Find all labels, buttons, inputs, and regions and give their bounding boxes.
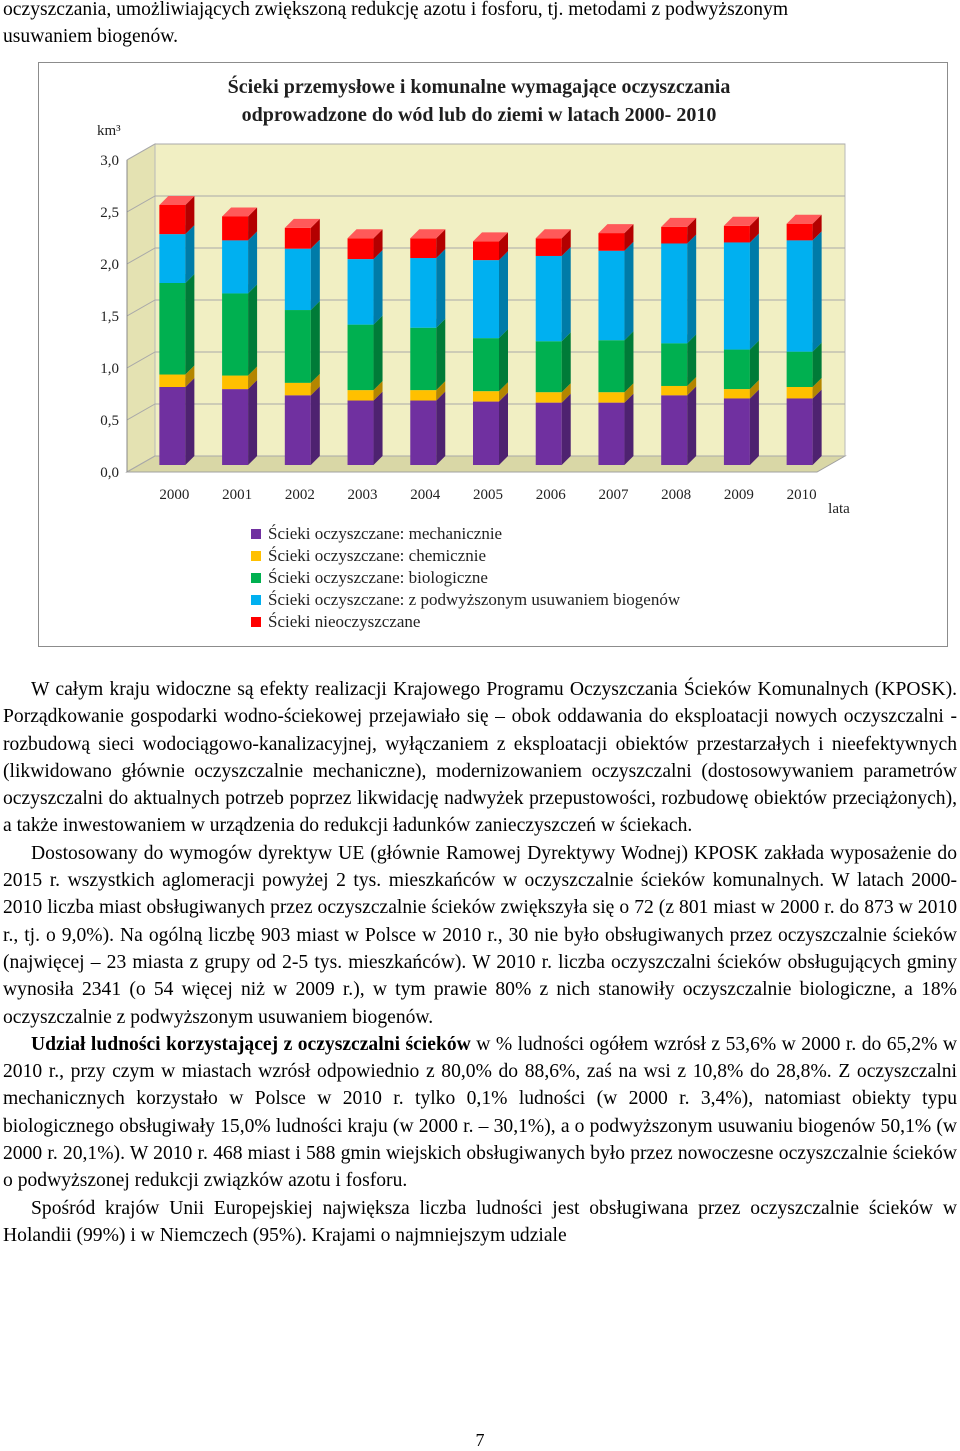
bar-segment-front — [285, 383, 311, 395]
y-tick-label: 0,0 — [100, 465, 119, 481]
bar-segment-front — [724, 398, 750, 465]
bar-segment-side — [248, 380, 257, 465]
bar-segment-front — [410, 401, 436, 465]
bar-segment-front — [598, 340, 624, 392]
bar-segment-front — [473, 241, 499, 260]
bar-segment-front — [410, 238, 436, 258]
bar-segment-front — [159, 234, 185, 283]
legend-label: Ścieki nieoczyszczane — [268, 612, 421, 631]
y-tick-label: 3,0 — [100, 153, 119, 169]
bar-segment-side — [562, 332, 571, 392]
bar-segment-side — [750, 233, 759, 349]
bar-segment-side — [624, 242, 633, 340]
bar-segment-front — [661, 243, 687, 343]
y-axis-label: km³ — [97, 123, 121, 139]
legend-label: Ścieki oczyszczane: chemicznie — [268, 546, 487, 565]
bar-segment-front — [661, 227, 687, 244]
bar-segment-front — [410, 390, 436, 400]
x-tick-label: 2002 — [284, 487, 315, 503]
bar-segment-front — [348, 401, 374, 465]
bar-segment-side — [499, 251, 508, 338]
bar-segment-side — [687, 334, 696, 386]
bar-segment-side — [750, 389, 759, 465]
bar-segment-front — [348, 390, 374, 400]
bar-segment-side — [562, 247, 571, 341]
bar-segment-front — [222, 293, 248, 375]
bar-segment-side — [185, 378, 194, 465]
bar-segment-front — [787, 224, 813, 241]
paragraph-rest: w % ludności ogółem wzrósł z 53,6% w 2000 r. do 65,2% w 2010 r., przy czym w miastach wzrósł odpowiednio z 80,0% do 88,6%, zaś na wsi z 10,8% do 28,8%. Z oczyszczalni mechanicznych korzystało w Polsce w 2010 r. tylko 0,1% ludności (w 2000 r. 3,4%), natomiast obiekty typu biologicznego obsługiwały 15,0% ludności kraju (w 2000 r. – 30,1%), a o podwyższonym usuwaniu biogenów 50,1% (w 2000 r. 20,1%). W 2010 r. 468 miast i 588 gmin wiejskich obsługiwanych było przez nowoczesne oczyszczalnie ścieków o podwyższonej redukcji związków azotu i fosforu. — [3, 1033, 957, 1192]
paragraph-ue: Spośród krajów Unii Europejskiej największa liczba ludności jest obsługiwana przez oczyszczalnie ścieków w Holandii (99%) i w Niemczech (95%). Krajami o najmniejszym udziale — [3, 1197, 957, 1246]
body-text — [3, 676, 957, 1249]
bar-segment-front — [598, 392, 624, 402]
bar-segment-side — [499, 329, 508, 391]
x-tick-label: 2007 — [598, 487, 629, 503]
bar-segment-side — [687, 386, 696, 465]
x-tick-label: 2008 — [661, 487, 692, 503]
bar-segment-side — [374, 316, 383, 391]
legend-swatch — [251, 551, 261, 561]
bar-segment-front — [598, 403, 624, 465]
x-tick-label: 2006 — [535, 487, 566, 503]
y-tick-label: 1,5 — [100, 309, 119, 325]
bar-segment-front — [410, 328, 436, 390]
bar-segment-side — [436, 392, 445, 465]
chart-figure — [38, 62, 948, 647]
intro-paragraph — [3, 0, 957, 51]
legend-swatch — [251, 573, 261, 583]
bar-segment-front — [473, 338, 499, 391]
bar-segment-front — [348, 325, 374, 391]
bar-segment-front — [159, 387, 185, 465]
intro-line-1: oczyszczania, umożliwiających zwiększoną redukcję azotu i fosforu, tj. metodami z podwyższonym — [3, 0, 789, 20]
bar-segment-front — [222, 376, 248, 390]
bar-segment-side — [562, 394, 571, 465]
legend-label: Ścieki oczyszczane: biologiczne — [268, 568, 488, 587]
y-tick-label: 0,5 — [100, 413, 119, 429]
bar-segment-side — [436, 319, 445, 390]
x-tick-label: 2003 — [347, 487, 378, 503]
bar-segment-front — [473, 260, 499, 338]
legend-label: Ścieki oczyszczane: z podwyższonym usuwaniem biogenów — [268, 590, 681, 609]
legend-swatch — [251, 595, 261, 605]
bar-segment-front — [348, 259, 374, 325]
bar-segment-front — [348, 238, 374, 259]
bar-segment-front — [536, 392, 562, 402]
bar-segment-side — [311, 386, 320, 465]
bar-segment-side — [436, 249, 445, 328]
bar-segment-front — [661, 343, 687, 386]
bar-segment-front — [598, 251, 624, 340]
chart-title-line: Ścieki przemysłowe i komunalne wymagające oczyszczania — [227, 76, 731, 98]
bar-segment-front — [222, 240, 248, 293]
bar-segment-front — [787, 398, 813, 465]
bar-segment-front — [285, 228, 311, 249]
paragraph-udzial-ludnosci — [3, 1031, 957, 1195]
bar-segment-front — [661, 395, 687, 465]
bar-segment-front — [285, 310, 311, 383]
bar-segment-side — [248, 231, 257, 293]
bar-segment-side — [813, 389, 822, 465]
bar-segment-front — [598, 233, 624, 251]
legend-label: Ścieki oczyszczane: mechanicznie — [268, 524, 503, 543]
bar-segment-front — [473, 391, 499, 401]
bar-segment-front — [285, 249, 311, 310]
bar-segment-front — [536, 403, 562, 465]
x-tick-label: 2000 — [159, 487, 190, 503]
intro-line-2: usuwaniem biogenów. — [3, 26, 179, 48]
bar-segment-side — [499, 393, 508, 465]
chart-title-line: odprowadzone do wód lub do ziemi w latach 2000- 2010 — [241, 104, 717, 126]
bold-phrase: Udział ludności korzystającej z oczyszczalni ścieków — [31, 1033, 471, 1055]
bar-segment-front — [159, 205, 185, 234]
bar-segment-front — [724, 242, 750, 349]
bar-segment-front — [787, 240, 813, 351]
bar-segment-side — [311, 240, 320, 310]
bar-segment-front — [661, 386, 687, 395]
y-tick-label: 2,5 — [100, 205, 119, 221]
x-tick-label: 2001 — [222, 487, 253, 503]
bar-segment-front — [410, 258, 436, 328]
bar-segment-front — [473, 402, 499, 465]
bar-segment-side — [374, 250, 383, 325]
bar-segment-side — [624, 331, 633, 392]
y-tick-label: 1,0 — [100, 361, 119, 377]
x-tick-label: 2010 — [786, 487, 817, 503]
bar-segment-side — [374, 392, 383, 465]
legend-swatch — [251, 529, 261, 539]
paragraph-kposk: W całym kraju widoczne są efekty realizacji Krajowego Programu Oczyszczania Ścieków Komunalnych (KPOSK). Porządkowanie gospodarki wodno-ściekowej przejawiało się – obok oddawania do eksploatacji nowych oczyszczalni - rozbudową sieci wodociągowo-kanalizacyjnej, wyłączaniem z eksploatacji obiektów przestarzałych i nieefektywnych (likwidowano głównie oczyszczalnie mechaniczne), modernizowaniem oczyszczalni (dostosowywaniem parametrów oczyszczalni do aktualnych potrzeb poprzez likwidację nadwyżek przepustowości, rozbudowę obiektów przeciążonych), a także inwestowaniem w urządzenia do redukcji ładunków zanieczyszczeń w ściekach. — [3, 679, 957, 837]
y-tick-label: 2,0 — [100, 257, 119, 273]
bar-segment-front — [536, 238, 562, 256]
x-tick-label: 2009 — [723, 487, 754, 503]
bar-segment-front — [787, 387, 813, 398]
bar-segment-front — [159, 375, 185, 387]
bar-segment-front — [159, 283, 185, 375]
bar-segment-side — [311, 301, 320, 383]
bar-segment-front — [724, 226, 750, 243]
x-tick-label: 2005 — [473, 487, 503, 503]
legend-swatch — [251, 617, 261, 627]
bar-segment-front — [536, 256, 562, 341]
bar-segment-front — [724, 350, 750, 390]
bar-segment-side — [185, 225, 194, 283]
bar-segment-side — [248, 284, 257, 375]
bar-segment-front — [285, 395, 311, 465]
bar-segment-side — [185, 274, 194, 375]
bar-segment-side — [813, 231, 822, 351]
stacked-bar-chart — [39, 63, 947, 646]
bar-segment-side — [687, 234, 696, 343]
bar-segment-front — [222, 216, 248, 240]
x-tick-label: 2004 — [410, 487, 441, 503]
bar-segment-front — [787, 352, 813, 387]
bar-segment-front — [724, 389, 750, 398]
bar-segment-front — [536, 341, 562, 392]
x-axis-label: lata — [828, 501, 850, 517]
bar-segment-front — [222, 389, 248, 465]
page-number: 7 — [475, 1430, 485, 1450]
bar-segment-side — [624, 394, 633, 465]
paragraph-dyrektywy: Dostosowany do wymogów dyrektyw UE (głównie Ramowej Dyrektywy Wodnej) KPOSK zakłada wyposażenie do 2015 r. wszystkich aglomeracji powyżej 2 tys. mieszkańców w oczyszczalnie ścieków komunalnych. W latach 2000-2010 liczba miast obsługiwanych przez oczyszczalnie ścieków zwiększyła się o 72 (z 801 miast w 2000 r. do 873 w 2010 r., tj. o 9,0%). Na ogólną liczbę 903 miast w Polsce w 2010 r., 30 nie było obsługiwanych przez oczyszczalnie ścieków (najwięcej – 23 miasta z grupy od 2-5 tys. mieszkańców). W 2010 r. liczba oczyszczalni ścieków obsługujących gminy wynosiła 2341 (o 54 więcej niż w 2009 r.), w tym prawie 80% z nich stanowiły oczyszczalnie biologiczne, a 18% oczyszczalnie z podwyższonym usuwaniem biogenów. — [3, 842, 957, 1028]
